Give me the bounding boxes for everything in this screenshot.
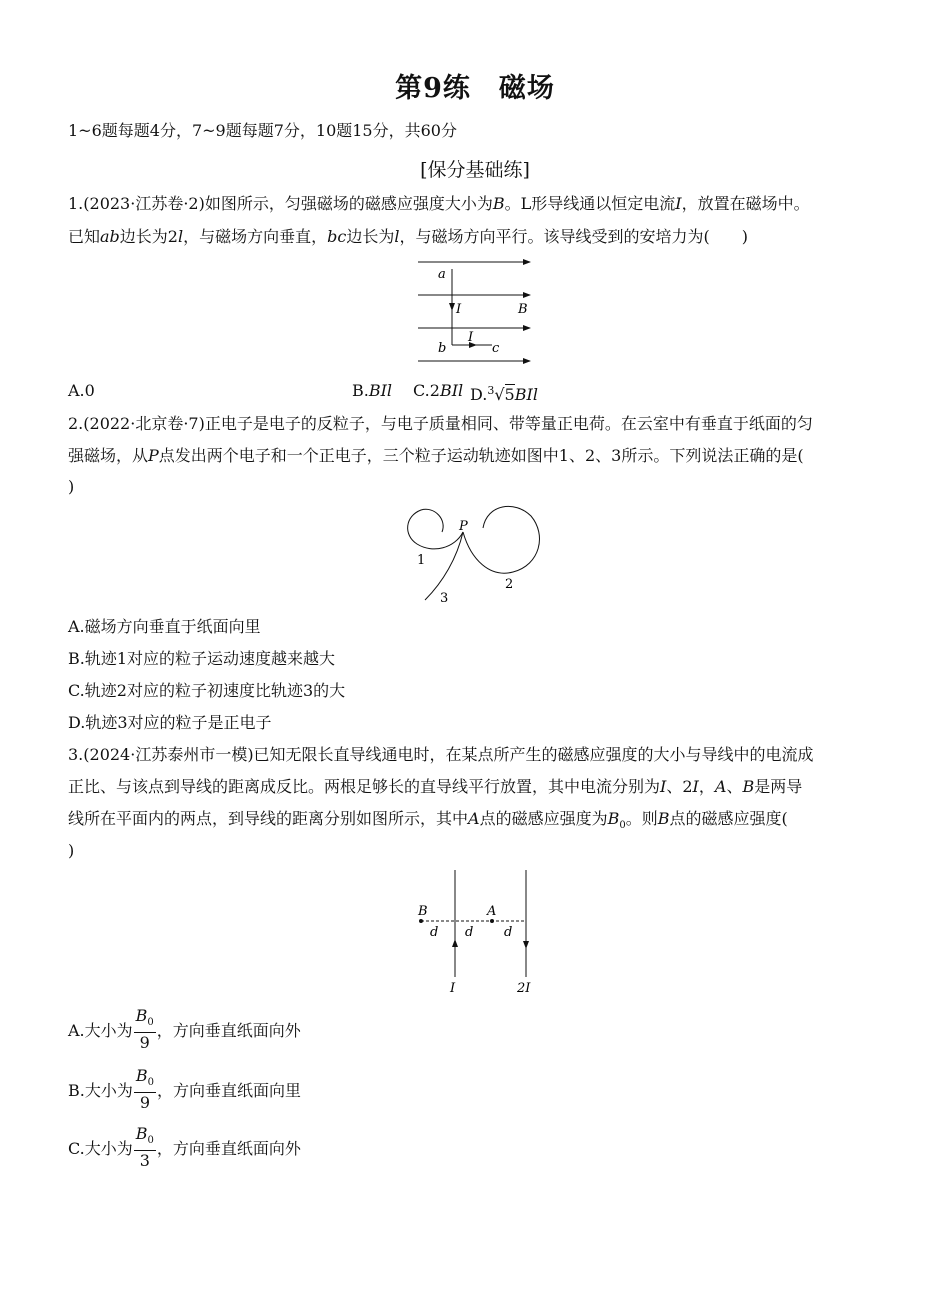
q2-option-b: B.轨迹1对应的粒子运动速度越来越大	[68, 649, 336, 668]
q2-option-a: A.磁场方向垂直于纸面向里	[68, 617, 261, 636]
score-note: 1~6题每题4分，7~9题每题7分，10题15分，共60分	[68, 121, 457, 140]
q1-option-a: A.0	[68, 381, 95, 400]
q2-text-line3: )	[68, 477, 75, 496]
label-b: b	[438, 341, 447, 356]
label-a: a	[438, 267, 446, 282]
label-c: c	[492, 341, 500, 356]
q1-option-b: B.BIl	[352, 381, 393, 400]
q3-text-line3: 线所在平面内的两点，到导线的距离分别如图所示，其中A点的磁感应强度为$B_0$。则B点的磁感应强度(	[68, 809, 788, 832]
q2-option-d: D.轨迹3对应的粒子是正电子	[68, 713, 272, 732]
current-arrow-ab	[449, 303, 455, 311]
q2-option-c: C.轨迹2对应的粒子初速度比轨迹3的大	[68, 681, 346, 700]
q2-figure	[395, 500, 555, 610]
trajectory-2	[463, 506, 539, 573]
label-P: P	[459, 519, 468, 534]
label-B: B	[418, 904, 428, 919]
label-1: 1	[417, 553, 426, 568]
q3-option-a: A.大小为 $\frac{B_0}{9}$ ，方向垂直纸面向外	[68, 1006, 301, 1053]
label-3: 3	[440, 591, 449, 606]
label-2I: 2I	[517, 981, 531, 996]
point-A	[490, 919, 494, 923]
q3-option-b: B.大小为 $\frac{B_0}{9}$ ，方向垂直纸面向里	[68, 1066, 302, 1113]
trajectory-3	[425, 532, 463, 600]
label-I1: I	[456, 302, 462, 317]
q3-option-c: C.大小为 $\frac{B_0}{3}$ ，方向垂直纸面向外	[68, 1124, 301, 1171]
q3-text-line1: 3.(2024·江苏泰州市一模)已知无限长直导线通电时，在某点所产生的磁感应强度的大小与导线中的电流成	[68, 745, 814, 764]
q1-text-line1: 1.(2023·江苏卷·2)如图所示，匀强磁场的磁感应强度大小为B。L形导线通以恒定电流I，放置在磁场中。	[68, 194, 810, 213]
label-I2: I	[468, 330, 474, 345]
label-A: A	[487, 904, 497, 919]
q3-figure	[410, 865, 540, 1000]
q2-text-line2: 强磁场，从P点发出两个电子和一个正电子，三个粒子运动轨迹如图中1、2、3所示。下列说法正确的是(	[68, 446, 804, 465]
q1-text-line2: 已知ab边长为2l，与磁场方向垂直，bc边长为l，与磁场方向平行。该导线受到的安培力为( )	[68, 227, 748, 246]
q1-option-c: C.2BIl	[413, 381, 464, 400]
q1-figure	[410, 255, 540, 370]
current-arrow-down	[523, 941, 529, 949]
page-title: 第9练 磁场	[395, 73, 555, 104]
q3-text-line2: 正比、与该点到导线的距离成反比。两根足够长的直导线平行放置，其中电流分别为I、2I，A、B是两导	[68, 777, 803, 796]
current-arrow-up	[452, 939, 458, 947]
q3-text-line4: )	[68, 841, 75, 860]
q1-option-d: D.$^3$√5BIl	[470, 384, 538, 404]
label-d1: d	[430, 925, 439, 940]
point-B	[419, 919, 423, 923]
section-heading: [保分基础练]	[420, 159, 530, 181]
label-d2: d	[465, 925, 474, 940]
q2-text-line1: 2.(2022·北京卷·7)正电子是电子的反粒子，与电子质量相同、带等量正电荷。在云室中有垂直于纸面的匀	[68, 414, 813, 433]
label-B: B	[518, 302, 528, 317]
label-d3: d	[504, 925, 513, 940]
trajectory-1	[408, 509, 463, 549]
label-I: I	[450, 981, 456, 996]
label-2: 2	[505, 577, 514, 592]
